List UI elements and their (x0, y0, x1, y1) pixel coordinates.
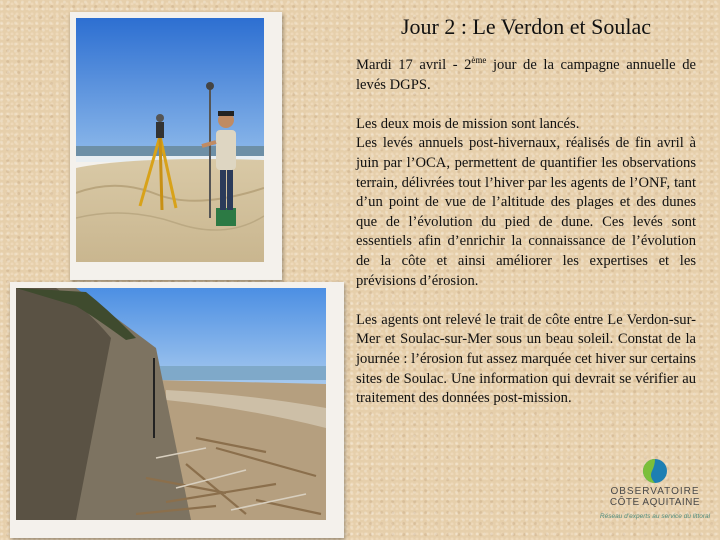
photo-eroded-dune (10, 282, 344, 538)
paragraph-surveys: Les levés annuels post-hivernaux, réalisés de fin avril à juin par l’OCA, permettent de quantifier les observations terrain, délivrées tout l’hiver par les agents de l’ONF, tant d’un point de vue de l’altitude des plages et des dunes que de l’évolution du pied de dune. Ces levés sont essentiels afin d’enrichir la connaissance de l’évolution de la côte et ainsi améliorer les expertises et les prévisions d’érosion. (356, 135, 696, 289)
paragraph-coastline: Les agents ont relevé le trait de côte entre Le Verdon-sur-Mer et Soulac-sur-Mer sous un beau soleil. Constat de la journée : l’érosion fut assez marquée cet hiver sur certains sites de Soulac. Une information qui devrait se vérifier au traitement des données post-mission. (356, 311, 696, 407)
article-body (356, 56, 696, 409)
observatoire-logo (590, 458, 720, 538)
eroded-dune-image (16, 288, 326, 520)
logo-line-observatoire: OBSERVATOIRE (610, 486, 700, 497)
logo-tagline: Réseau d’experts au service du littoral (599, 513, 711, 520)
paragraph-date-end: jour de la campagne annuelle de levés DGPS. (356, 57, 696, 93)
paragraph-mission-start: Les deux mois de mission sont lancés. (356, 115, 580, 132)
survey-beach-image (76, 18, 264, 262)
logo-line-cote-aquitaine: CÔTE AQUITAINE (609, 497, 701, 508)
paragraph-date-start: Mardi 17 avril - 2 (356, 57, 472, 73)
photo-dgps-survey (70, 12, 282, 280)
ordinal-suffix: ème (471, 55, 487, 66)
observatoire-logo-icon (642, 458, 668, 484)
page-title: Jour 2 : Le Verdon et Soulac (400, 14, 652, 39)
paragraph-date (356, 56, 696, 95)
